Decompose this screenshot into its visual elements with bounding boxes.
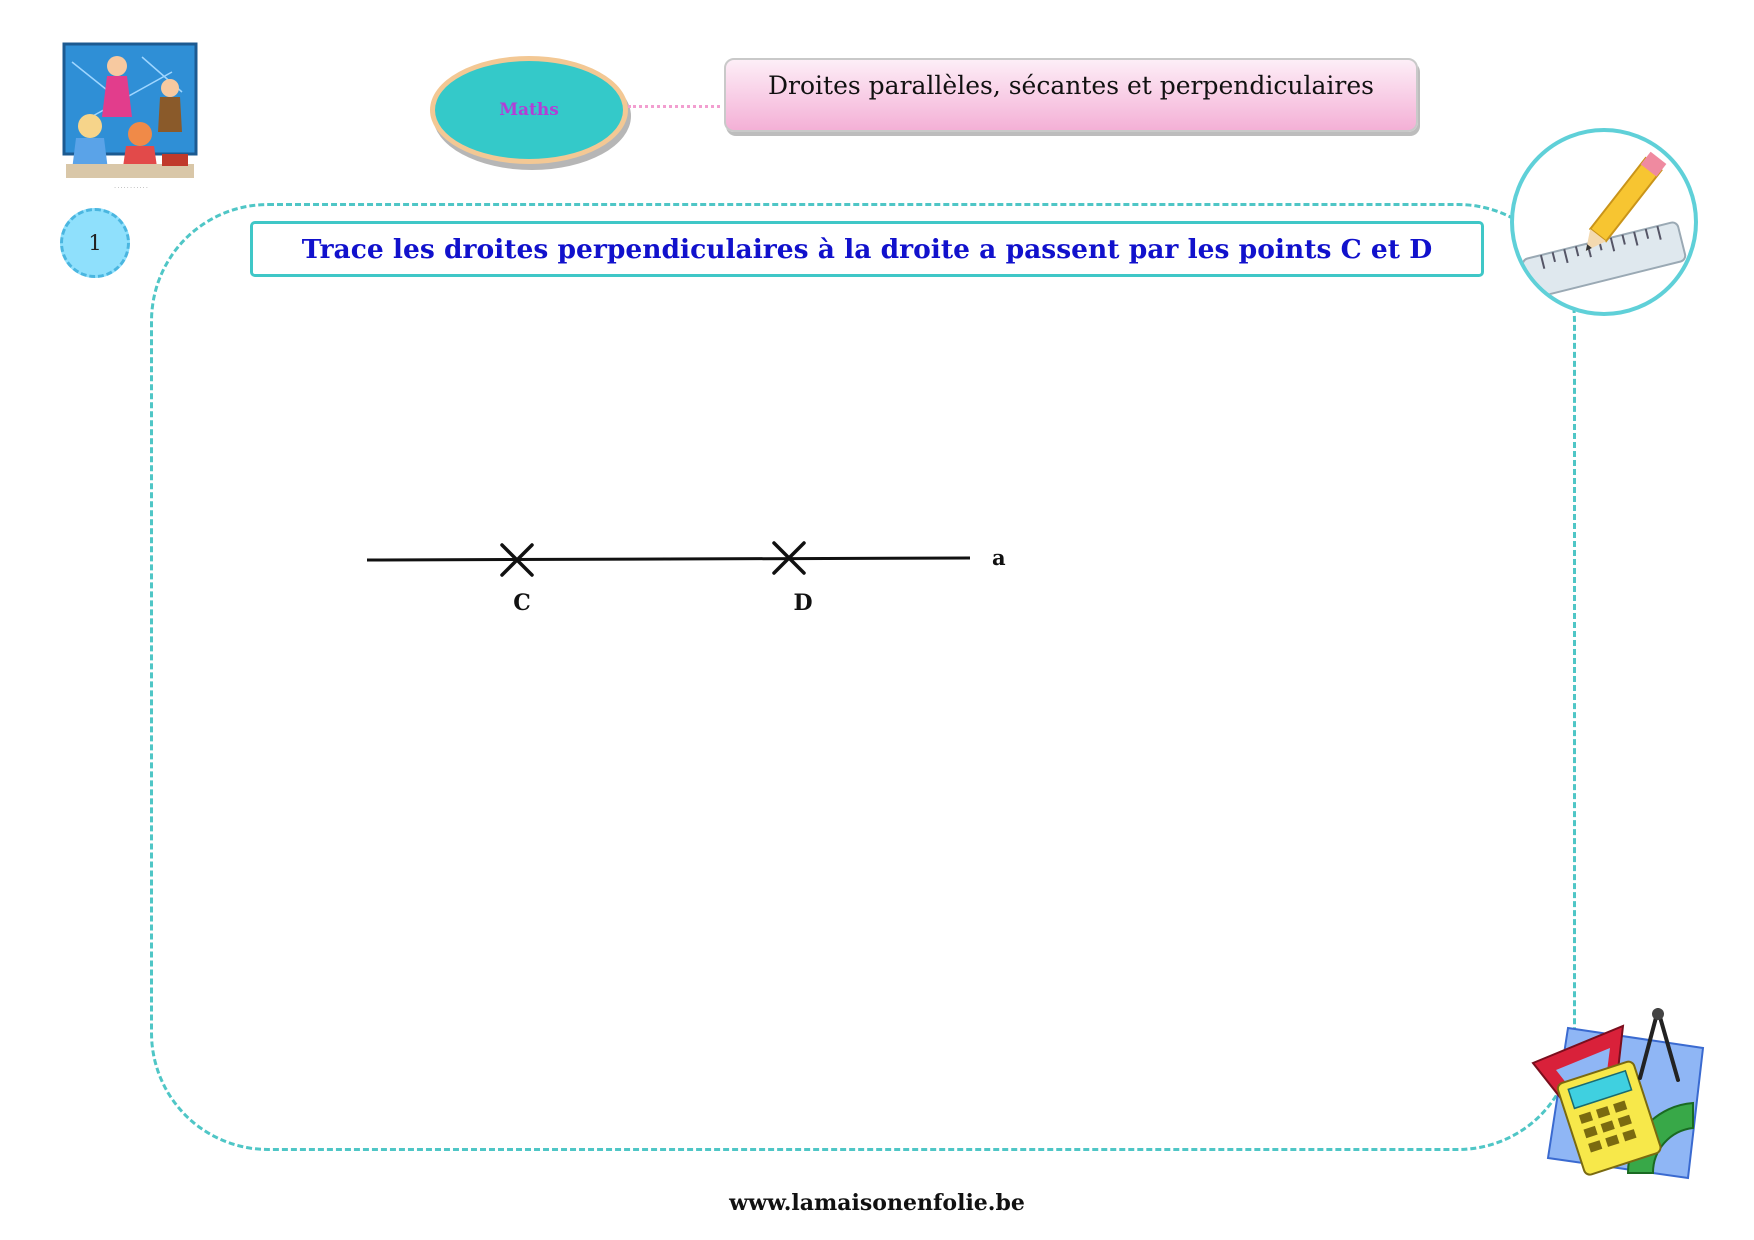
subject-badge bbox=[430, 56, 628, 164]
subject-label: Maths bbox=[499, 100, 559, 120]
geometry-figure bbox=[360, 530, 1020, 640]
dotted-connector bbox=[628, 105, 720, 108]
line-a-label: a bbox=[992, 545, 1006, 570]
instruction-box bbox=[250, 221, 1484, 277]
footer-url: www.lamaisonenfolie.be bbox=[729, 1190, 1025, 1216]
instruction-text: Trace les droites perpendiculaires à la droite a passent par les points C et D bbox=[301, 233, 1433, 265]
exercise-number-badge bbox=[60, 208, 130, 278]
svg-text:· · · · · · · · · · ·: · · · · · · · · · · · bbox=[114, 185, 148, 191]
classroom-kids-illustration bbox=[62, 42, 200, 192]
pencil-ruler-icon bbox=[1510, 128, 1698, 316]
exercise-number: 1 bbox=[88, 231, 102, 255]
point-d-label: D bbox=[793, 590, 813, 616]
worksheet-frame bbox=[150, 203, 1576, 1151]
point-c-label: C bbox=[513, 590, 531, 616]
geometry-tools-icon bbox=[1528, 1008, 1708, 1188]
title-banner bbox=[724, 58, 1418, 132]
line-a bbox=[367, 558, 970, 560]
page-title: Droites parallèles, sécantes et perpendiculaires bbox=[768, 71, 1374, 100]
